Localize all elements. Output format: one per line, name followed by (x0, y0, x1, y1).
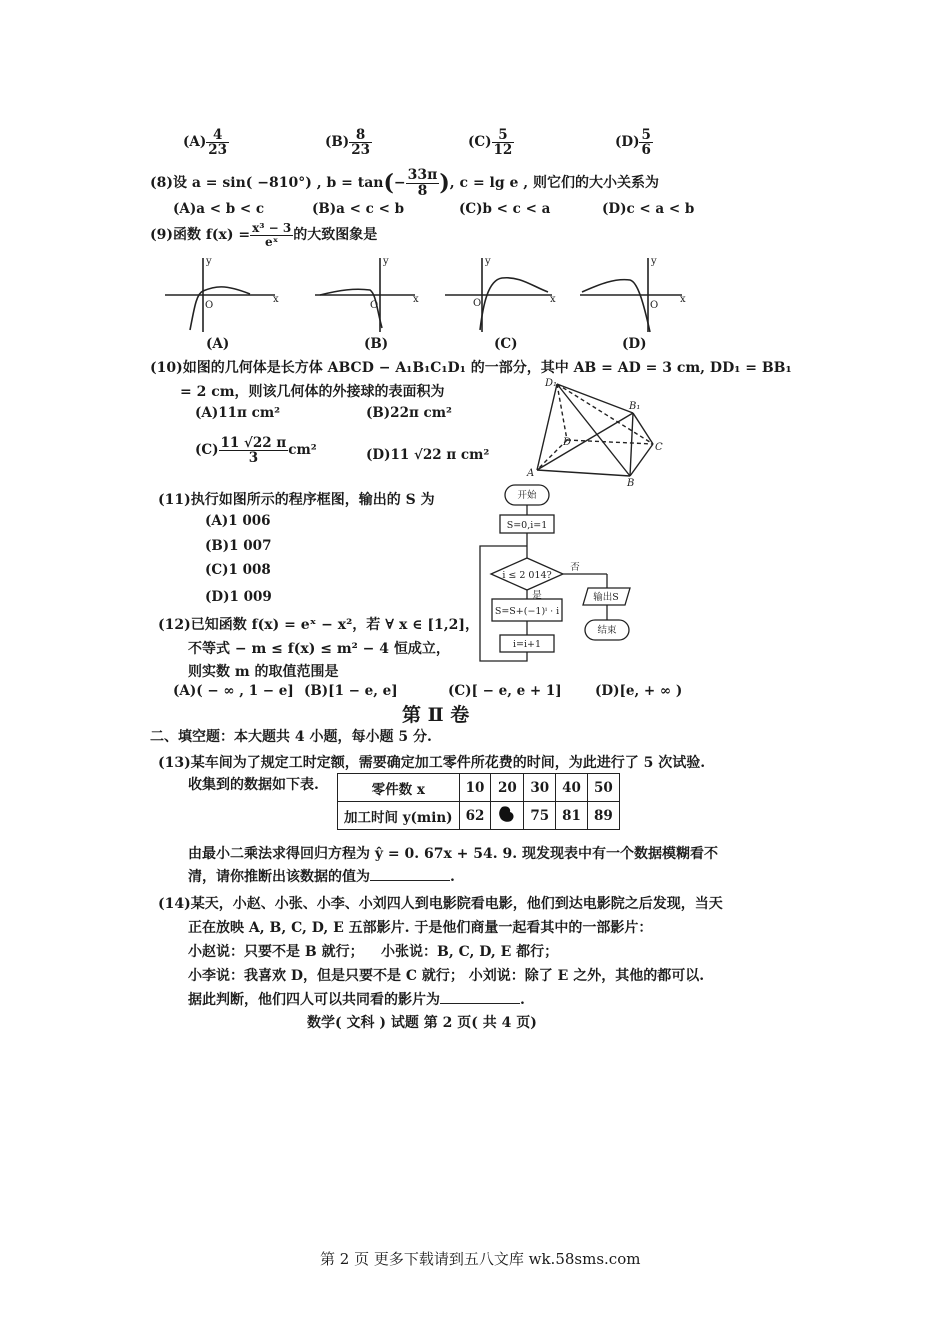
table-head-x: 零件数 x (338, 774, 460, 802)
q9-origin-a: O (205, 300, 214, 311)
q9-stem: (9)函数 f(x) = $\frac{\text{x³ − 3}}{\text{eˣ}}$ 的大致图象是 (150, 221, 378, 249)
q9-axis-y-b: y (383, 256, 389, 267)
q10-solid-figure (525, 378, 675, 488)
table-cell: 62 (459, 802, 491, 830)
q8-option-a: (A)a < b < c (173, 201, 265, 217)
table-cell: 30 (524, 774, 556, 802)
table-cell: 81 (556, 802, 588, 830)
q13-answer-blank[interactable] (370, 880, 450, 881)
q14-stem-line3a: 小赵说：只要不是 B 就行； (188, 944, 364, 960)
q13-stem-line4: 清，请你推断出该数据的值为 . (188, 869, 455, 885)
q13-stem-line1: (13)某车间为了规定工时定额，需要确定加工零件所花费的时间，为此进行了 5 次试验. (158, 755, 706, 771)
q12-option-a: (A)( − ∞ , 1 − e] (173, 683, 294, 699)
table-cell: 40 (556, 774, 588, 802)
fig-label-d: D (563, 437, 572, 448)
q8-stem: (8)设 a = sin( −810°) , b = tan(− $\frac{33\pi}{8}$ ), c = lg e , 则它们的大小关系为 (150, 167, 660, 199)
flow-start: 开始 (517, 490, 537, 501)
q11-flowchart (475, 482, 665, 664)
q13-stem-line3: 由最小二乘法求得回归方程为 ŷ = 0. 67x + 54. 9. 现发现表中有一个数据模糊看不 (188, 846, 719, 862)
fig-label-b: B (627, 478, 635, 488)
q10-option-b: (B)22π cm² (366, 405, 452, 421)
q14-stem-line4: 小李说：我喜欢 D，但是只要不是 C 就行； 小刘说：除了 E 之外，其他的都可以. (188, 968, 705, 984)
q12-stem-line3: 则实数 m 的取值范围是 (188, 664, 339, 680)
fig-label-d1: D₁ (545, 378, 558, 389)
q7-option-a: (A) $\frac{4}{23}$ (183, 127, 228, 159)
flow-body: S=S+(−1)ⁱ · i (494, 606, 560, 617)
q8-option-b: (B)a < c < b (312, 201, 405, 217)
q9-label-d: (D) (622, 336, 647, 352)
q7-option-b: (B) $\frac{8}{23}$ (325, 127, 370, 159)
q14-stem-line5: 据此判断，他们四人可以共同看的影片为 . (188, 992, 525, 1008)
q14-answer-blank[interactable] (440, 1003, 520, 1004)
q9-axis-x-d: x (680, 294, 686, 305)
q11-option-a: (A)1 006 (205, 513, 271, 529)
q7-option-c: (C) $\frac{5}{12}$ (468, 127, 513, 159)
flow-output: 输出S (593, 592, 619, 603)
site-footer: 第 2 页 更多下载请到五八文库 wk.58sms.com (320, 1250, 641, 1268)
table-cell: 75 (524, 802, 556, 830)
flow-end: 结束 (597, 625, 617, 636)
fig-label-c: C (655, 442, 663, 453)
q14-stem-line1: (14)某天，小赵、小张、小李、小刘四人到电影院看电影，他们到达电影院之后发现，当天 (158, 896, 723, 912)
fig-label-b1: B₁ (629, 401, 641, 412)
q14-stem-line3b: 小张说：B, C, D, E 都行； (381, 944, 559, 960)
q9-label-a: (A) (206, 336, 230, 352)
q14-stem-line2: 正在放映 A, B, C, D, E 五部影片. 于是他们商量一起看其中的一部影片： (188, 920, 653, 936)
part2-title: 第 Ⅱ 卷 (402, 704, 470, 726)
q11-option-c: (C)1 008 (205, 562, 271, 578)
q10-stem-line2: = 2 cm，则该几何体的外接球的表面积为 (180, 384, 445, 400)
part2-section-heading: 二、填空题：本大题共 4 小题，每小题 5 分. (150, 729, 432, 745)
q12-stem-line2: 不等式 − m ≤ f(x) ≤ m² − 4 恒成立， (188, 641, 450, 657)
q13-stem-line2: 收集到的数据如下表. (188, 777, 319, 793)
q12-option-c: (C)[ − e, e + 1] (448, 683, 562, 699)
q9-axis-y-d: y (651, 256, 657, 267)
table-cell: 20 (491, 774, 524, 802)
q12-stem-line1: (12)已知函数 f(x) = eˣ − x²，若 ∀ x ∈ [1,2]， (158, 617, 480, 633)
q11-option-b: (B)1 007 (205, 538, 272, 554)
q12-option-d: (D)[e, + ∞ ) (595, 683, 683, 699)
q9-origin-b: O (370, 300, 379, 311)
page-footer: 数学( 文科 ) 试题 第 2 页( 共 4 页) (307, 1015, 537, 1031)
q9-axis-y-a: y (206, 256, 212, 267)
table-cell: 89 (587, 802, 619, 830)
q10-stem-line1: (10)如图的几何体是长方体 ABCD − A₁B₁C₁D₁ 的一部分，其中 AB = AD = 3 cm, DD₁ = BB₁ (150, 360, 792, 376)
table-cell: 50 (587, 774, 619, 802)
flow-cond: i ≤ 2 014? (502, 570, 552, 581)
q9-graph-c (445, 258, 552, 332)
q8-option-c: (C)b < c < a (459, 201, 551, 217)
flow-yes: 是 (532, 590, 542, 601)
q9-label-b: (B) (364, 336, 389, 352)
q12-option-b: (B)[1 − e, e] (304, 683, 398, 699)
q10-option-d: (D)11 √22 π cm² (366, 447, 490, 463)
q11-option-d: (D)1 009 (205, 589, 272, 605)
ink-blot-icon (497, 804, 517, 824)
table-row (338, 802, 620, 830)
table-cell-blurred (491, 802, 524, 830)
flow-inc: i=i+1 (512, 639, 542, 650)
q9-axis-x-a: x (273, 294, 279, 305)
q9-origin-c: O (473, 298, 482, 309)
q9-graphs (160, 250, 700, 355)
flow-no: 否 (570, 562, 580, 573)
q8-option-d: (D)c < a < b (602, 201, 695, 217)
q13-data-table (337, 773, 620, 830)
q9-graph-d (580, 258, 682, 332)
q10-option-a: (A)11π cm² (195, 405, 281, 421)
table-row (338, 774, 620, 802)
table-cell: 10 (459, 774, 491, 802)
q9-label-c: (C) (494, 336, 518, 352)
fig-label-a: A (527, 468, 535, 479)
q11-stem: (11)执行如图所示的程序框图，输出的 S 为 (158, 492, 435, 508)
q9-origin-d: O (650, 300, 659, 311)
flow-init: S=0,i=1 (506, 520, 548, 531)
q9-axis-x-c: x (550, 294, 556, 305)
table-head-y: 加工时间 y(min) (338, 802, 460, 830)
q9-graph-b (315, 258, 415, 332)
q9-graph-a (165, 258, 275, 332)
q7-option-d: (D) $\frac{5}{6}$ (615, 127, 651, 159)
q10-option-c: (C) $\frac{11 √22 \pi}{3}$ cm² (195, 435, 317, 467)
q9-axis-x-b: x (413, 294, 419, 305)
q9-axis-y-c: y (485, 256, 491, 267)
